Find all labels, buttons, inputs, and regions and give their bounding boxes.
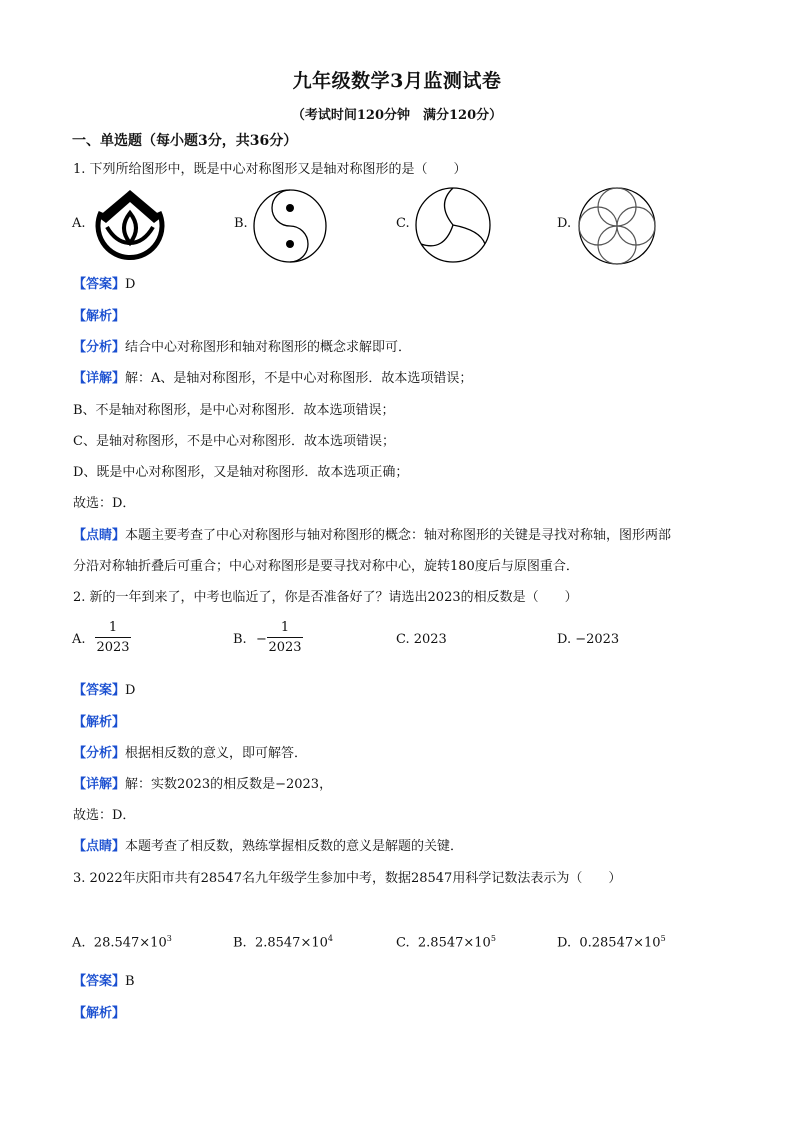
q1-option-c-label: C.	[396, 216, 410, 231]
q2-answer: 【答案】D	[73, 683, 136, 698]
q2-xiangjie: 【详解】解：实数2023的相反数是−2023，	[73, 777, 333, 792]
q1-option-c-figure	[414, 186, 492, 264]
q3-option-b: B. $2.8547\times 10^4$	[233, 934, 333, 951]
q1-option-b-label: B.	[234, 216, 248, 231]
q2-analysis-heading: 【解析】	[73, 715, 126, 730]
q3-stem: 3. 2022年庆阳市共有28547名九年级学生参加中考，数据28547用科学记数法表示为（ ）	[73, 871, 622, 886]
q2-option-b-sign: −	[256, 632, 267, 647]
q1-line-d: D、既是中心对称图形，又是轴对称图形．故本选项正确；	[73, 465, 409, 480]
q1-choose: 故选：D．	[73, 496, 136, 511]
q2-option-a-fraction: $\frac{1}{2023}$	[96, 620, 130, 655]
q1-answer: 【答案】D	[73, 277, 136, 292]
q1-dianjing: 【点睛】本题主要考查了中心对称图形与轴对称图形的概念：轴对称图形的关键是寻找对称轴，图形两部	[73, 528, 672, 543]
q1-option-a-figure	[92, 187, 168, 263]
q3-option-d: D. $0.28547\times 10^5$	[557, 934, 666, 951]
q1-dianjing-cont: 分沿对称轴折叠后可重合；中心对称图形是要寻找对称中心，旋转180度后与原图重合．	[73, 559, 579, 574]
q2-option-d: D. −2023	[557, 632, 620, 647]
q2-choose: 故选：D．	[73, 808, 136, 823]
q1-line-b: B、不是轴对称图形，是中心对称图形．故本选项错误；	[73, 403, 395, 418]
q2-option-b-fraction: $\frac{1}{2023}$	[268, 620, 302, 655]
q1-analysis-heading: 【解析】	[73, 309, 126, 324]
q3-option-c: C. $2.8547\times 10^5$	[396, 934, 496, 951]
q1-line-c: C、是轴对称图形，不是中心对称图形．故本选项错误；	[73, 434, 395, 449]
q2-fenxi: 【分析】根据相反数的意义，即可解答．	[73, 746, 308, 761]
q1-option-a-label: A.	[72, 216, 86, 231]
q3-option-a: A. $28.547\times 10^3$	[72, 934, 172, 951]
q2-stem: 2. 新的一年到来了，中考也临近了，你是否准备好了？请选出2023的相反数是（ ）	[73, 590, 578, 605]
section-heading: 一、单选题（每小题3分，共36分）	[72, 133, 298, 149]
page-title: 九年级数学3月监测试卷	[292, 70, 502, 92]
q2-option-b-label: B.	[233, 632, 247, 647]
q2-option-a-label: A.	[72, 632, 86, 647]
q3-analysis-heading: 【解析】	[73, 1006, 126, 1021]
q1-stem: 1. 下列所给图形中，既是中心对称图形又是轴对称图形的是（ ）	[73, 162, 467, 177]
q3-answer: 【答案】B	[73, 974, 135, 989]
q1-option-d-figure	[577, 186, 657, 266]
q1-xiangjie: 【详解】解：A、是轴对称图形，不是中心对称图形．故本选项错误；	[73, 371, 473, 386]
q1-fenxi: 【分析】结合中心对称图形和轴对称图形的概念求解即可．	[73, 340, 412, 355]
q1-option-d-label: D.	[557, 216, 572, 231]
q2-option-c: C. 2023	[396, 632, 447, 647]
q1-option-b-figure	[252, 188, 328, 264]
q2-dianjing: 【点睛】本题考查了相反数，熟练掌握相反数的意义是解题的关键．	[73, 839, 464, 854]
page-subtitle: （考试时间120分钟 满分120分）	[291, 108, 503, 123]
